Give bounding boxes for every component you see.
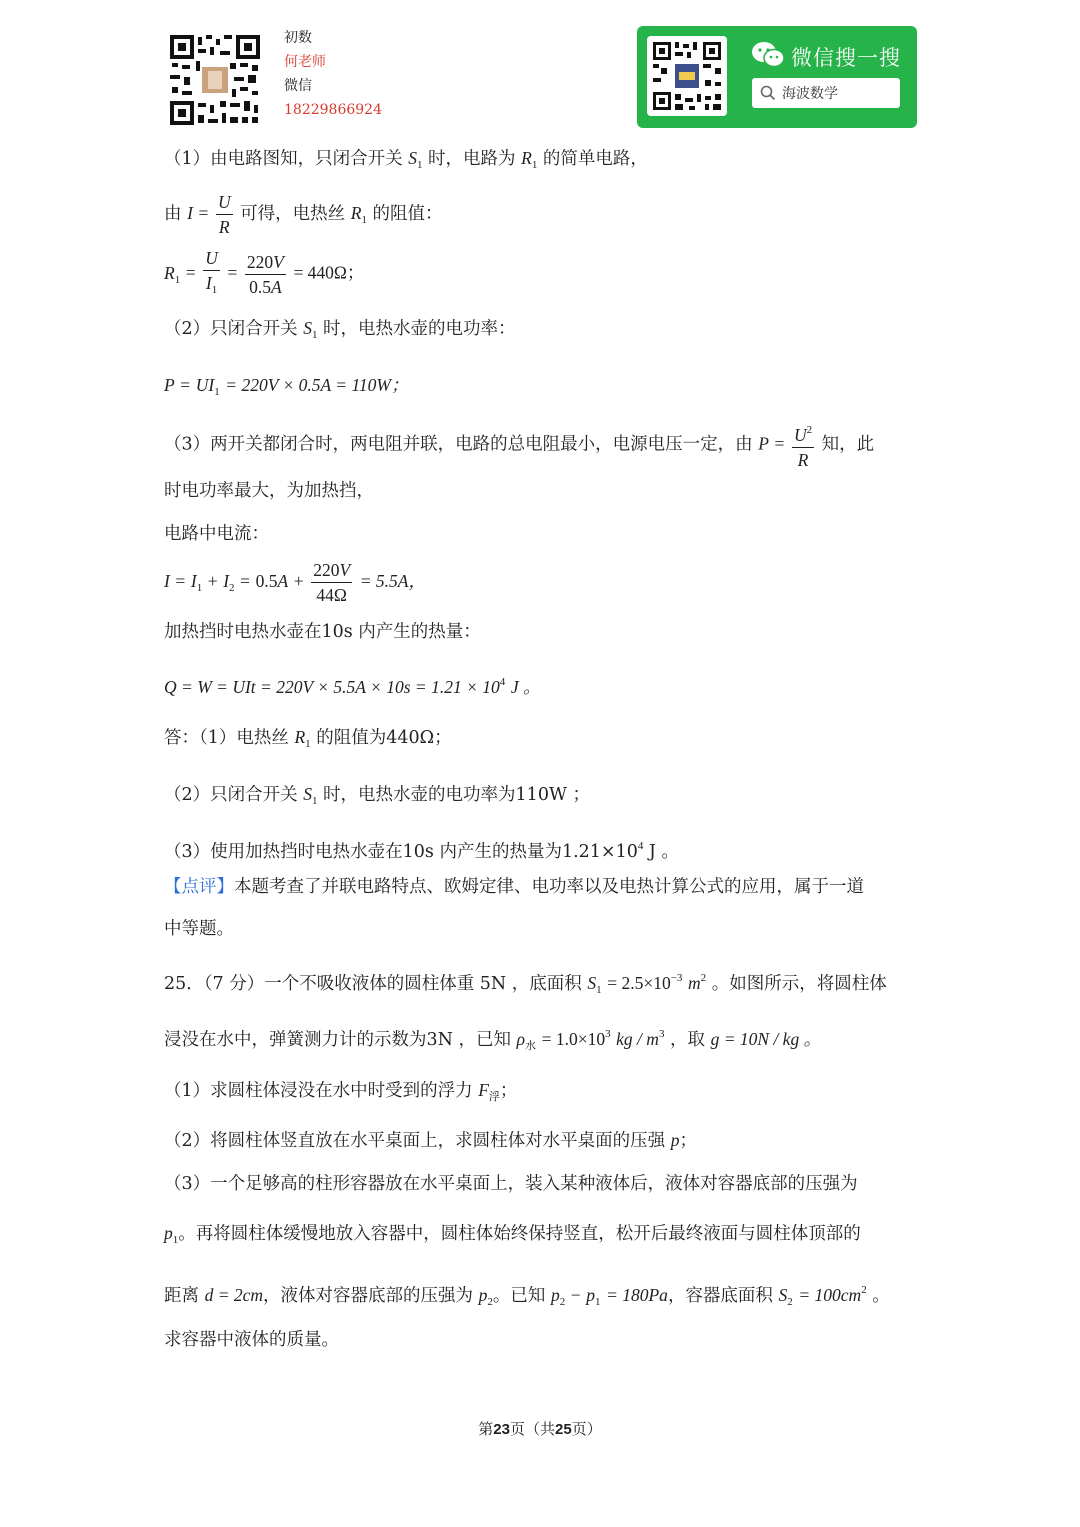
solution-part3-line2: 时电功率最大，为加热挡， <box>164 481 374 501</box>
comment-tag: 【点评】 <box>164 877 234 897</box>
search-icon <box>760 85 776 101</box>
answer-2: （2）只闭合开关 $S_1$ 时，电热水壶的电功率为110W ； <box>164 784 590 807</box>
contact-line-2: 何老师 <box>284 54 326 70</box>
equation-current: $I = I_1 + I_2 = 0.5A$ + $\frac{220V}{44\Omega}$ = 5.5A， <box>164 560 426 605</box>
problem25-q3-line3: 距离 d = 2cm，液体对容器底部的压强为 $p_2$。已知 $p_2 - p_1 = 180Pa$，容器底面积 $S_2 = 100cm^2$ 。 <box>164 1284 890 1308</box>
problem25-q3-line4: 求容器中液体的质量。 <box>164 1330 339 1350</box>
wechat-search-banner[interactable] <box>637 26 917 128</box>
qr-code-right <box>647 36 727 116</box>
wechat-search-title: 微信搜一搜 <box>791 46 901 70</box>
ohm-law-line: 由 I = $\frac{U}{R}$ 可得，电热丝 $R_1$ 的阻值： <box>164 192 443 237</box>
wechat-logo-icon <box>751 40 785 70</box>
equation-r1: $R_1$ = $\frac{U}{I_1}$ = $\frac{220V}{0.5A}$ = 440Ω； <box>164 248 365 297</box>
solution-part1: （1）由电路图知，只闭合开关 $S_1$ 时，电路为 $R_1$ 的简单电路， <box>164 148 648 171</box>
equation-power: $P = UI_1 = 220V \times 0.5A = 110W$； <box>164 375 409 398</box>
answer-3: （3）使用加热挡时电热水壶在10s 内产生的热量为$1.21\times 10^4$ J 。 <box>164 840 679 862</box>
wechat-search-text: 海波数学 <box>782 86 838 102</box>
heat-label: 加热挡时电热水壶在10s 内产生的热量： <box>164 622 481 642</box>
solution-part3: （3）两开关都闭合时，两电阻并联，电路的总电阻最小，电源电压一定，由 P = $\frac{U^2}{R}$ 知，此 <box>164 418 874 472</box>
solution-part2: （2）只闭合开关 $S_1$ 时，电热水壶的电功率： <box>164 318 516 341</box>
problem25-line2: 浸没在水中，弹簧测力计的示数为3N ，已知 $\rho_水 = 1.0\times 10^3$ kg / $m^3$ ，取 g = 10N / kg 。 <box>164 1028 822 1052</box>
problem25-q2: （2）将圆柱体竖直放在水平桌面上，求圆柱体对水平桌面的压强 p； <box>164 1130 697 1151</box>
comment-line2: 中等题。 <box>164 919 234 939</box>
answer-1: 答：（1）电热丝 $R_1$ 的阻值为440Ω； <box>164 727 452 750</box>
problem25-q3-line2: $p_1$。再将圆柱体缓慢地放入容器中，圆柱体始终保持竖直，松开后最终液面与圆柱体顶部的 <box>164 1223 861 1246</box>
problem25-line1: 25．（7 分）一个不吸收液体的圆柱体重 5N ，底面积 $S_1 = 2.5\times 10^{-3}$ $m^2$ 。如图所示，将圆柱体 <box>164 972 887 996</box>
contact-line-4: 18229866924 <box>284 102 382 118</box>
comment-line: 【点评】本题考查了并联电路特点、欧姆定律、电功率以及电热计算公式的应用，属于一道 <box>164 877 864 897</box>
contact-line-1: 初数 <box>284 30 312 46</box>
page-total: 25 <box>555 1421 572 1438</box>
current-label: 电路中电流： <box>164 524 269 544</box>
wechat-search-input[interactable] <box>752 78 900 108</box>
qr-code-left <box>168 33 262 127</box>
contact-line-3: 微信 <box>284 78 312 94</box>
page-footer: 第23页（共25页） <box>478 1420 602 1438</box>
equation-heat: Q = W = UIt = $220V \times 5.5A \times 10s = 1.21 \times 10^4$ J 。 <box>164 676 541 697</box>
page-number: 23 <box>493 1421 510 1438</box>
problem25-q3-line1: （3）一个足够高的柱形容器放在水平桌面上，装入某种液体后，液体对容器底部的压强为 <box>164 1174 858 1194</box>
problem25-q1: （1）求圆柱体浸没在水中时受到的浮力 $F_浮$； <box>164 1080 518 1103</box>
